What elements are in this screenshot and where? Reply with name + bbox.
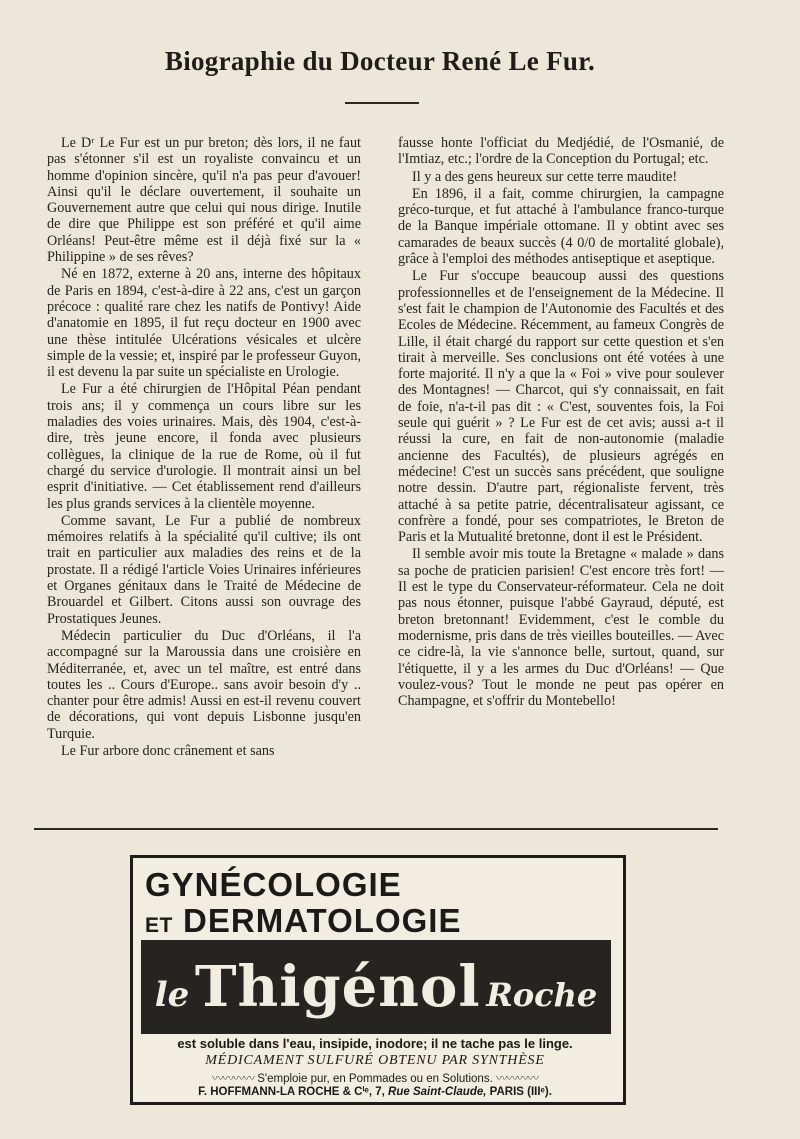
section-divider [34, 828, 718, 830]
wave-ornament-right: 〰〰〰〰 [495, 1073, 538, 1085]
left-column [47, 135, 361, 759]
left-paragraph-4: Comme savant, Le Fur a publié de nombreux mémoires relatifs à la spécialité qu'il cultive; ils ont trait en particulier aux maladies des reins et de la prostate. Il a rédigé l'article Voies Urinaires inférieures et Organes génitaux dans le Traité de Médecine de Brouardel et Gilbert. Citons aussi son ouvrage des Prostatiques Jeunes. [47, 512, 361, 627]
ad-company: F. HOFFMANN-LA ROCHE & Cⁱᵉ, 7, [198, 1086, 385, 1098]
right-paragraph-4: Le Fur s'occupe beaucoup aussi des questions professionnelles et de l'enseignement de la Médecine. Il s'est fait le champion de l'Autonomie des Facultés et des Ecoles de Médecine. Récemment, au fameux Congrès de Lille, il était chargé du rapport sur cette question et s'en tirait à merveille. Ses conclusions ont été votées à une forte majorité. Il n'y a que la « Foi » vive pour soulever des Montagnes! — Charcot, qui s'y connaissait, en fait de foie, n'a-t-il pas dit : « C'est, souventes fois, la Foi seule qui guérit » ? Le Fur est de cet avis; aussi a-t il réussi la cure, en fait de non-autonomie (maladie ancienne des Facultés), de plusieurs agrégés en médecine! C'est un succès sans précédent, que souligne notre dessin. D'autre part, régionaliste fervent, très attaché à sa petite patrie, décentralisateur agissant, ce confrère a fondé, pour ses compatriotes, le Breton de Paris et la Mutualité bretonne, dont il est le Président. [398, 268, 724, 546]
ad-usage-text: S'emploie pur, en Pommades ou en Solutions. [257, 1073, 493, 1085]
article-title: Biographie du Docteur René Le Fur. [164, 46, 596, 76]
ad-heading-dermatologie [145, 902, 615, 940]
ad-heading-dermatologie-text: DERMATOLOGIE [183, 902, 462, 939]
ad-brand-thigenol: Thigénol [194, 954, 481, 1020]
ad-street: Rue Saint-Claude, [388, 1086, 487, 1098]
ad-address-line [133, 1084, 617, 1098]
ad-brand-text [141, 940, 611, 1034]
ad-brand-le: le [154, 975, 190, 1015]
ad-medicament-text: MÉDICAMENT SULFURÉ OBTENU PAR SYNTHÈSE [205, 1053, 545, 1068]
ad-brand-roche: Roche [486, 976, 598, 1014]
left-paragraph-1: Le Dʳ Le Fur est un pur breton; dès lors, il ne faut pas s'étonner s'il est un royaliste convaincu et un homme d'opinion sincère, qu'il n'a pas peur d'avouer! Ainsi qu'il le déclare ouvertement, il souhaite un Gouvernement autre que celui qui nous dirige. Inutile de dire que Philippe est son préféré et qu'il aime Orléans! Peut-être même est il déjà fixé sur la « Philippine » de ses rêves? [47, 135, 361, 266]
left-paragraph-3: Le Fur a été chirurgien de l'Hôpital Péan pendant trois ans; il y commença un cours libre sur les maladies des voies urinaires. Mais, dès 1904, c'est-à-dire, très jeune encore, il fonda avec plusieurs collègues, la clinique de la rue de Rome, où il fut chargé du service d'urologie. Il montrait ainsi un bel esprit d'initiative. — Cet établissement rend d'ailleurs les plus grands services à la clientèle moyenne. [47, 381, 361, 512]
right-column [398, 135, 724, 709]
ad-solubility-text: est soluble dans l'eau, insipide, inodore; il ne tache pas le linge. [177, 1036, 573, 1051]
ad-heading-gynecologie: GYNÉCOLOGIE [145, 866, 402, 903]
ad-heading-et: ET [145, 914, 173, 937]
left-paragraph-6: Le Fur arbore donc crânement et sans [61, 742, 275, 759]
left-paragraph-2: Né en 1872, externe à 20 ans, interne des hôpitaux de Paris en 1894, c'est-à-dire à 22 ans, c'est un garçon précoce : qualité rare chez les natifs de Pontivy! Aide d'anatomie en 1895, il fut reçu docteur en 1900 avec une thèse intitulée Ulcérations vésicales et ulcère simple de la vessie; et, inspiré par le professeur Guyon, il est devenu la par suite un spécialiste en Urologie. [47, 266, 362, 381]
ad-brand-banner [141, 940, 611, 1034]
right-paragraph-2: Il y a des gens heureux sur cette terre maudite! [412, 168, 678, 185]
right-paragraph-5: Il semble avoir mis toute la Bretagne « malade » dans sa poche de praticien parisien! C'est encore très fort! — Il est le type du Conservateur-réformateur. Cela ne doit pas nous étonner, puisque l'abbé Gayraud, député, est breton bretonnant! Evidemment, c'est le comble du modernisme, pris dans de très vieilles bouteilles. — Avec ce cidre-là, la vie s'annonce belle, surtout, quand, sur l'étiquette, il y a les armes du Duc d'Orléans! — Que voulez-vous? Tout le monde ne peut pas opérer en Champagne, et s'offrir du Montebello! [398, 546, 724, 710]
right-paragraph-1: fausse honte l'officiat du Medjédié, de l'Osmanié, de l'Imtiaz, etc.; l'ordre de la Conception du Portugal; etc. [398, 135, 724, 168]
left-paragraph-5: Médecin particulier du Duc d'Orléans, il l'a accompagné sur la Maroussia dans une croisière en Méditerranée, et, avec un tel maître, est entré dans toutes les .. Cours d'Europe.. sans avoir besoin d'y .. chanter pour être admis! Aussi en est-il revenu couvert de décorations, qui vont depuis Lisbonne jusqu'en Turquie. [47, 627, 361, 742]
title-rule [345, 102, 419, 104]
right-paragraph-3: En 1896, il a fait, comme chirurgien, la campagne gréco-turque, et fut attaché à l'ambulance franco-turque de la Banque impériale ottomane. Il y obtint avec ses camarades de beaux succès (4 0/0 de mortalité globale), grâce à l'emploi des méthodes antiseptique et aseptique. [398, 185, 724, 268]
ad-city: PARIS (IIIᵉ). [489, 1086, 552, 1098]
wave-ornament-left: 〰〰〰〰 [212, 1073, 255, 1085]
thigenol-advertisement [130, 855, 626, 1105]
